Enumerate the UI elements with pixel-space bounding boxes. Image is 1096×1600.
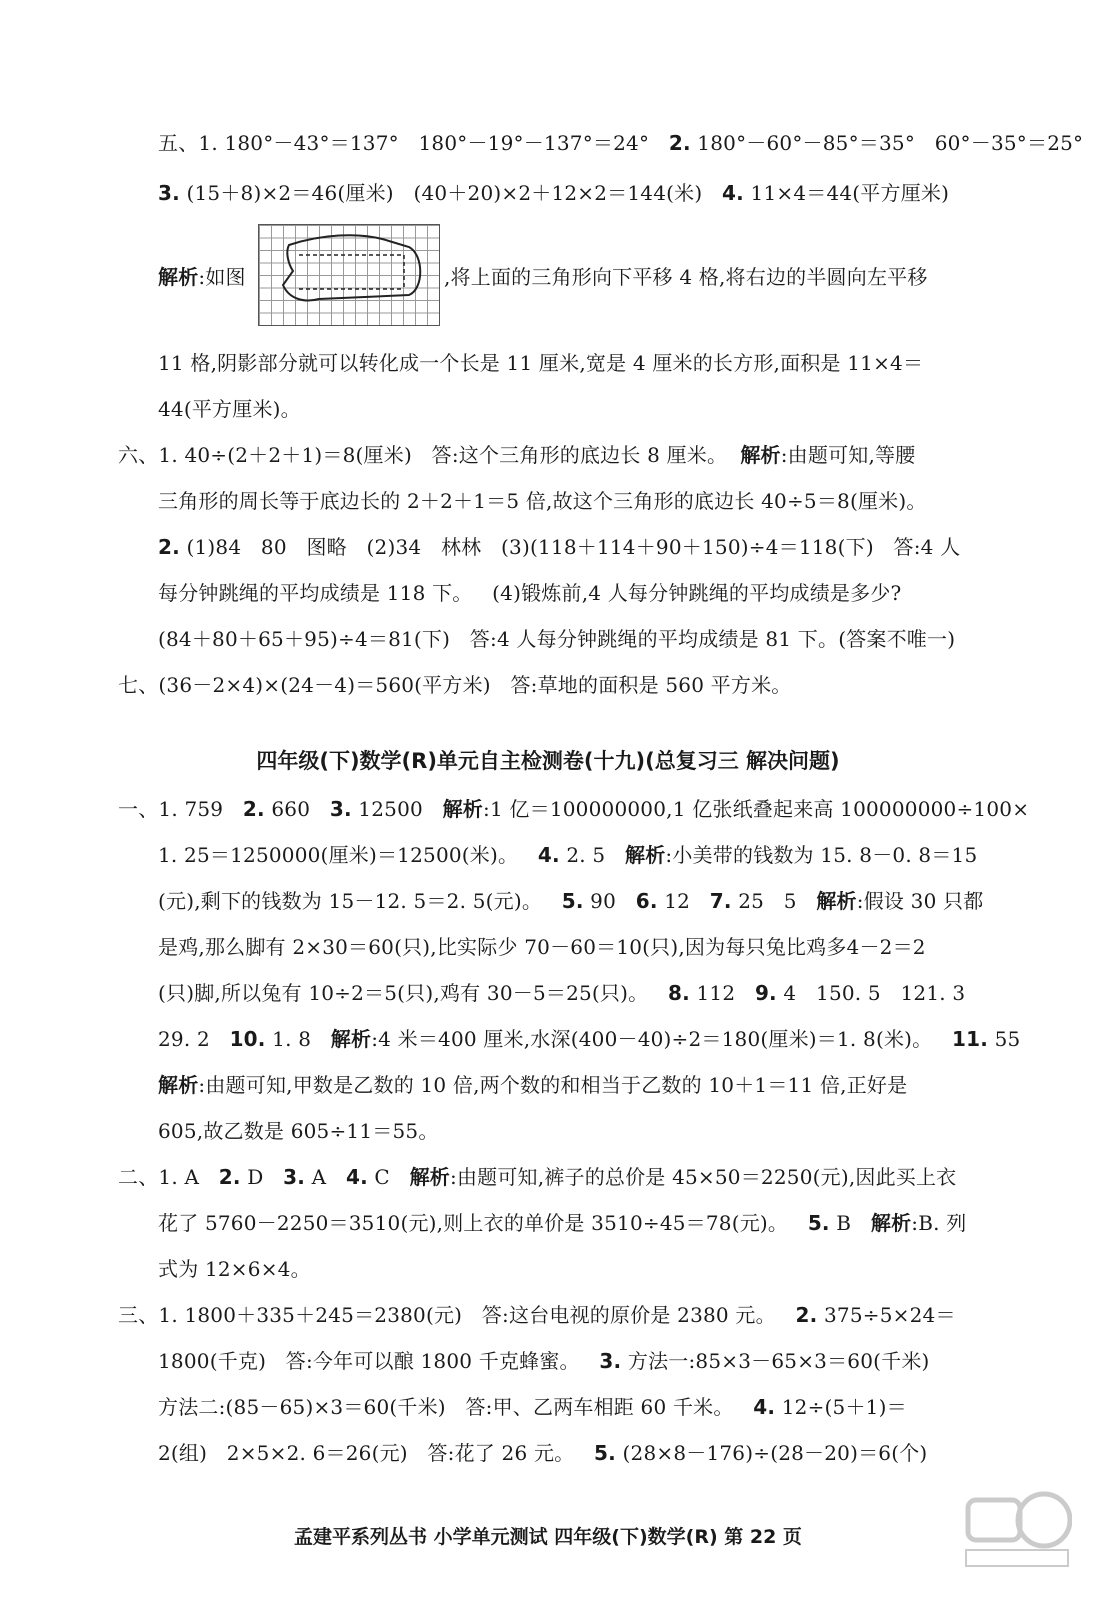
text-segment: 1800(千克) 答:今年可以酿 1800 千克蜂蜜。 — [158, 1349, 600, 1373]
bold-label: 5. — [594, 1441, 616, 1465]
text-segment: (15＋8)×2＝46(厘米) (40＋20)×2＋12×2＝144(米) — [179, 181, 723, 205]
text-segment: 375÷5×24＝ — [817, 1303, 956, 1327]
text-segment: :由题可知,裤子的总价是 45×50＝2250(元),因此买上衣 — [450, 1165, 957, 1189]
text-segment: 605,故乙数是 605÷11＝55。 — [158, 1119, 439, 1143]
section-title: 四年级(下)数学(R)单元自主检测卷(十九)(总复习三 解决问题) — [256, 749, 840, 773]
text-segment: 七、(36－2×4)×(24－4)＝560(平方米) 答:草地的面积是 560 平方米。 — [118, 673, 792, 697]
text-line — [158, 128, 1083, 158]
bold-label: 解析 — [409, 1165, 451, 1189]
bold-label: 7. — [709, 889, 732, 913]
text-segment: 180°－60°－85°＝35° 60°－35°＝25° — [690, 131, 1084, 155]
text-line — [158, 394, 301, 424]
shape-outline-icon — [259, 225, 439, 325]
bold-label: 6. — [635, 889, 658, 913]
bold-label: 5. — [561, 889, 584, 913]
text-segment: (84＋80＋65＋95)÷4＝81(下) 答:4 人每分钟跳绳的平均成绩是 81 下。(答案不唯一) — [158, 627, 956, 651]
text-line — [158, 1392, 907, 1422]
text-segment: 44(平方厘米)。 — [158, 397, 301, 421]
text-line — [158, 262, 246, 292]
text-segment: (只)脚,所以兔有 10÷2＝5(只),鸡有 30－5＝25(只)。 — [158, 981, 668, 1005]
text-segment: 式为 12×6×4。 — [158, 1257, 311, 1281]
bold-label: 4. — [345, 1165, 368, 1189]
bold-label: 解析 — [158, 265, 199, 289]
text-line — [158, 1438, 927, 1468]
text-segment: 11 格,阴影部分就可以转化成一个长是 11 厘米,宽是 4 厘米的长方形,面积是 11×4＝ — [158, 351, 924, 375]
text-segment: 11×4＝44(平方厘米) — [743, 181, 950, 205]
text-segment: 每分钟跳绳的平均成绩是 118 下。 (4)锻炼前,4 人每分钟跳绳的平均成绩是多少? — [158, 581, 902, 605]
bold-label: 4. — [537, 843, 560, 867]
text-segment: D — [240, 1165, 284, 1189]
text-segment: :假设 30 只都 — [856, 889, 984, 913]
text-segment: 660 — [264, 797, 330, 821]
text-segment: 五、1. 180°－43°＝137° 180°－19°－137°＝24° — [158, 131, 669, 155]
text-segment: :由题可知,甲数是乙数的 10 倍,两个数的和相当于乙数的 10＋1＝11 倍,正好是 — [198, 1073, 908, 1097]
bold-label: 5. — [807, 1211, 830, 1235]
text-line — [158, 578, 901, 608]
text-segment: 25 5 — [731, 889, 817, 913]
text-line — [158, 178, 949, 208]
text-line — [118, 794, 1029, 824]
text-segment: :4 米＝400 厘米,水深(400－40)÷2＝180(厘米)＝1. 8(米)。 — [371, 1027, 953, 1051]
text-segment: 12÷(5＋1)＝ — [775, 1395, 907, 1419]
text-segment: 4 150. 5 121. 3 — [776, 981, 966, 1005]
text-segment: C — [367, 1165, 410, 1189]
text-segment: 花了 5760－2250＝3510(元),则上衣的单价是 3510÷45＝78(元)。 — [158, 1211, 808, 1235]
text-line — [158, 840, 977, 870]
text-segment: 2(组) 2×5×2. 6＝26(元) 答:花了 26 元。 — [158, 1441, 595, 1465]
text-segment: 55 — [988, 1027, 1021, 1051]
text-line — [158, 1346, 930, 1376]
text-segment: 2. 5 — [559, 843, 625, 867]
bold-label: 2. — [158, 535, 180, 559]
bold-label: 3. — [329, 797, 352, 821]
text-segment: :小美带的钱数为 15. 8－0. 8＝15 — [665, 843, 978, 867]
bold-label: 4. — [722, 181, 744, 205]
text-line — [118, 1162, 956, 1192]
bold-label: 解析 — [330, 1027, 372, 1051]
grid-figure — [258, 224, 440, 326]
text-line — [118, 1300, 956, 1330]
text-line — [158, 1070, 907, 1100]
text-line — [158, 624, 955, 654]
text-segment: 12500 — [351, 797, 443, 821]
text-segment: :B. 列 — [911, 1211, 967, 1235]
text-segment: 是鸡,那么脚有 2×30＝60(只),比实际少 70－60＝10(只),因为每只兔比鸡多4－2＝2 — [158, 935, 926, 959]
text-segment: (元),剩下的钱数为 15－12. 5＝2. 5(元)。 — [158, 889, 562, 913]
text-line — [158, 1208, 966, 1238]
bold-label: 11. — [952, 1027, 989, 1051]
text-line — [158, 978, 965, 1008]
watermark-logo-icon — [962, 1488, 1072, 1572]
text-segment: 一、1. 759 — [118, 797, 243, 821]
text-segment: 三角形的周长等于底边长的 2＋2＋1＝5 倍,故这个三角形的底边长 40÷5＝8(厘米)。 — [158, 489, 927, 513]
text-segment: :1 亿＝100000000,1 亿张纸叠起来高 100000000÷100× — [483, 797, 1030, 821]
bold-label: 解析 — [870, 1211, 912, 1235]
text-segment: 90 — [583, 889, 636, 913]
bold-label: 解析 — [740, 443, 781, 467]
bold-label: 2. — [218, 1165, 241, 1189]
bold-label: 4. — [753, 1395, 776, 1419]
text-line — [158, 486, 927, 516]
text-segment: 12 — [657, 889, 710, 913]
text-segment: (28×8－176)÷(28－20)＝6(个) — [615, 1441, 928, 1465]
text-segment: 29. 2 — [158, 1027, 230, 1051]
bold-label: 3. — [599, 1349, 622, 1373]
text-line — [444, 262, 928, 292]
text-line — [118, 440, 915, 470]
bold-label: 8. — [668, 981, 690, 1005]
bold-label: 解析 — [625, 843, 666, 867]
text-segment: 方法一:85×3－65×3＝60(千米) — [621, 1349, 930, 1373]
text-segment: 二、1. A — [118, 1165, 219, 1189]
text-line — [158, 348, 923, 378]
text-segment: ,将上面的三角形向下平移 4 格,将右边的半圆向左平移 — [444, 265, 928, 289]
text-segment: B — [829, 1211, 871, 1235]
text-segment: 方法二:(85－65)×3＝60(千米) 答:甲、乙两车相距 60 千米。 — [158, 1395, 754, 1419]
text-line — [158, 886, 983, 916]
bold-label: 2. — [668, 131, 691, 155]
bold-label: 3. — [283, 1165, 306, 1189]
text-segment: 1. 8 — [265, 1027, 331, 1051]
text-line — [158, 532, 960, 562]
bold-label: 9. — [754, 981, 777, 1005]
text-segment: :如图 — [198, 265, 246, 289]
text-segment: 112 — [689, 981, 755, 1005]
bold-label: 2. — [795, 1303, 818, 1327]
text-segment: A — [305, 1165, 346, 1189]
text-segment: 1. 25＝1250000(厘米)＝12500(米)。 — [158, 843, 538, 867]
text-segment: 六、1. 40÷(2＋2＋1)＝8(厘米) 答:这个三角形的底边长 8 厘米。 — [118, 443, 741, 467]
text-segment: (1)84 80 图略 (2)34 林林 (3)(118＋114＋90＋150)÷4＝118(下) 答:4 人 — [179, 535, 961, 559]
text-segment: :由题可知,等腰 — [780, 443, 916, 467]
text-line — [158, 1116, 439, 1146]
text-segment: 三、1. 1800＋335＋245＝2380(元) 答:这台电视的原价是 2380 元。 — [118, 1303, 796, 1327]
text-line — [158, 932, 926, 962]
text-line — [118, 670, 791, 700]
bold-label: 解析 — [158, 1073, 199, 1097]
bold-label: 解析 — [442, 797, 484, 821]
text-line — [158, 1254, 311, 1284]
bold-label: 2. — [242, 797, 265, 821]
page-footer: 孟建平系列丛书 小学单元测试 四年级(下)数学(R) 第 22 页 — [294, 1526, 802, 1548]
bold-label: 解析 — [816, 889, 857, 913]
bold-label: 3. — [158, 181, 180, 205]
bold-label: 10. — [229, 1027, 266, 1051]
text-line — [158, 1024, 1021, 1054]
